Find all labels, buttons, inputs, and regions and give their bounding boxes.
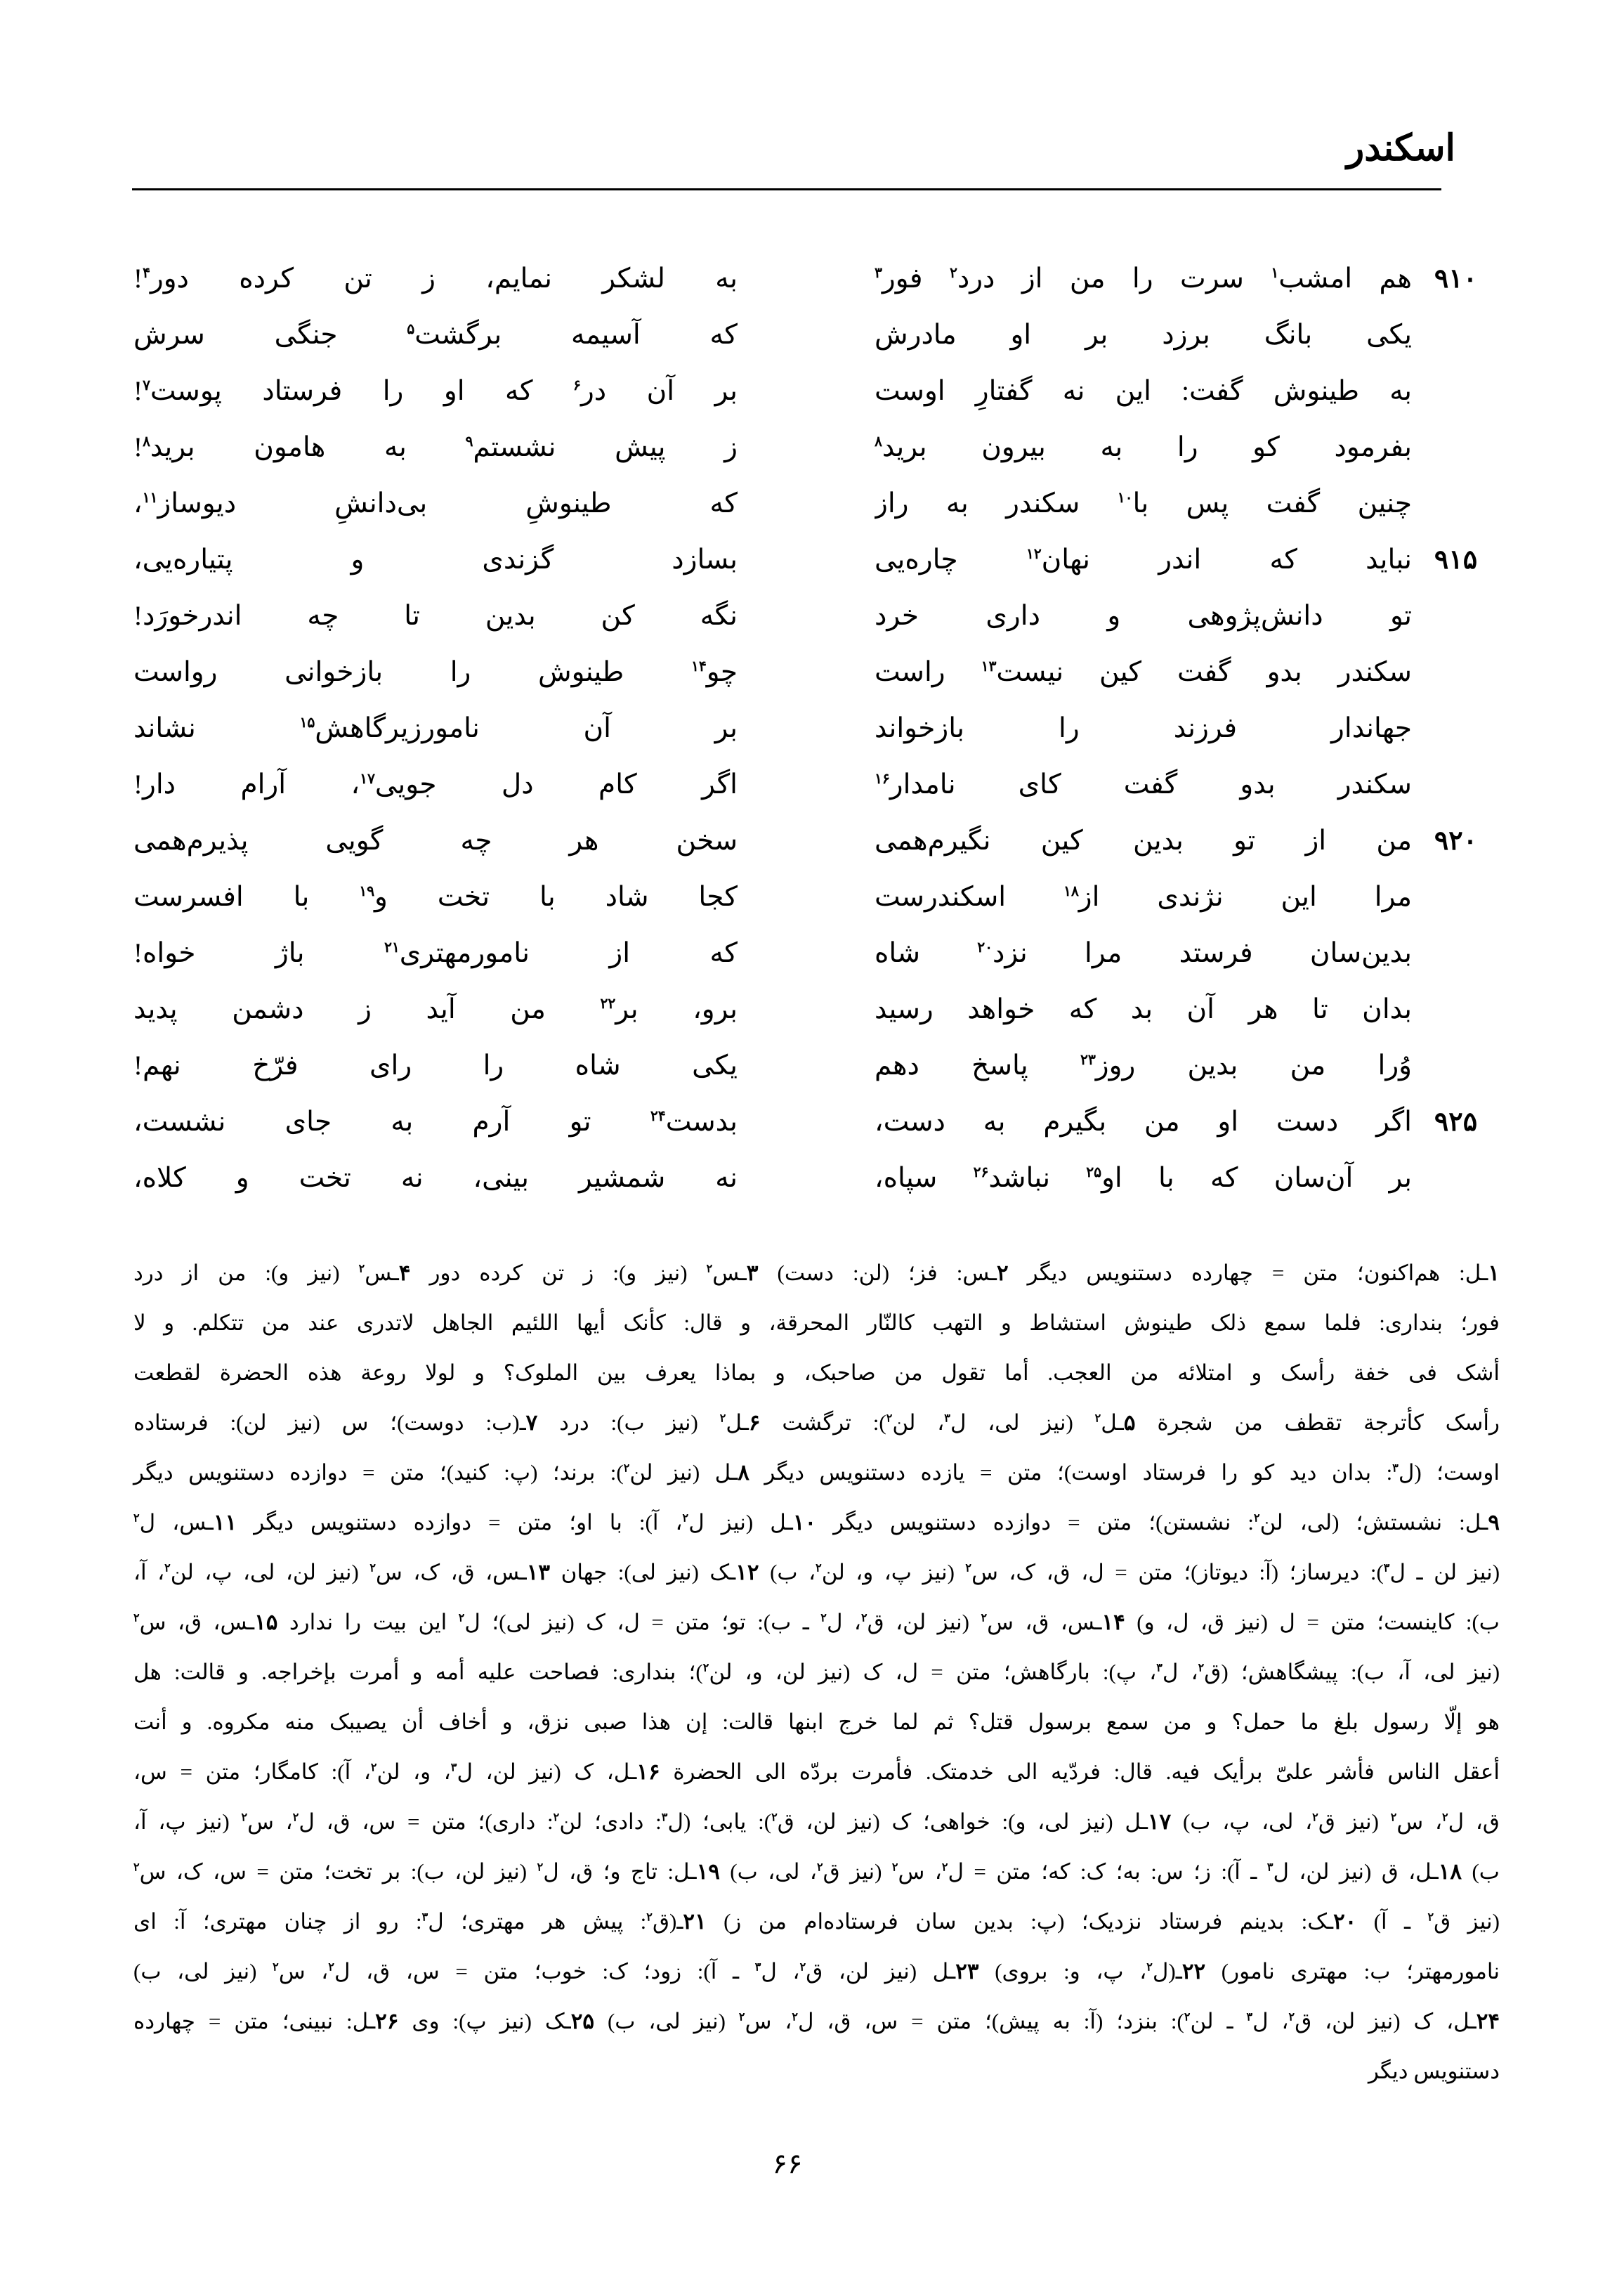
footnote-line: ب) ۱۸ـل، ق (نیز لن، ل$^۳$ ـ آ): ز؛ س: به؛ ک: که؛ متن = ل$^۲$، س$^۲$ (نیز ق$^۲$، لی، ب) ۱۹ـل: تاج و؛ ق، ل$^۲$ (نیز لن، ب): بر تخت؛ متن = س، ک، س$^۲$	[133, 1859, 1500, 1884]
column-gap	[738, 363, 875, 419]
verse-number	[1412, 982, 1500, 1038]
hemistich-first: سکندر بدو گفت کای نامدار$^{۱۶}$	[875, 769, 1412, 800]
column-gap	[738, 307, 875, 363]
hemistich-second: کجا شاد با تخت و$^{۱۹}$ با افسرست	[133, 882, 738, 912]
hemistich-first: وُرا من بدین روز$^{۲۳}$ پاسخ دهم	[875, 1050, 1412, 1081]
verse-number	[1412, 925, 1500, 982]
hemistich-second: بر آن در$^۶$ که او را فرستاد پوست$^۷$!	[133, 376, 738, 406]
verse-number	[1412, 1150, 1500, 1206]
column-gap	[738, 588, 875, 644]
verse-row	[133, 1150, 1500, 1206]
column-gap	[738, 982, 875, 1038]
hemistich-first: بدان تا هر آن بد که خواهد رسید	[875, 994, 1412, 1024]
verse-number	[1412, 869, 1500, 925]
column-gap	[738, 419, 875, 476]
column-gap	[738, 644, 875, 701]
page-title: اسکندر	[1347, 129, 1455, 169]
hemistich-first: هم امشب$^۱$ سرت را من از درد$^۲$ فور$^۳$	[875, 263, 1412, 294]
page-number: ۶۶	[772, 2148, 803, 2180]
hemistich-second: سخن هر چه گویی پذیرم‌همی	[133, 826, 738, 856]
hemistich-second: چو$^{۱۴}$ طینوش را بازخوانی رواست	[133, 657, 738, 687]
verse-number	[1412, 701, 1500, 757]
hemistich-second: اگر کام دل جویی$^{۱۷}$، آرام دار!	[133, 769, 738, 800]
column-gap	[738, 1094, 875, 1150]
verse-row	[133, 419, 1500, 476]
verse-row	[133, 588, 1500, 644]
column-gap	[738, 1038, 875, 1094]
footnote-line: (نیز ق$^۲$ ـ آ) ۲۰ـک: بدینم فرستاد نزدیک؛ (پ: بدین سان فرستاده‌ام من ز) ۲۱ـ(ق$^۲$: پیش هر مهتری؛ ل$^۳$: رو از چنان مهتری؛ آ: ای	[133, 1909, 1500, 1934]
hemistich-second: به لشکر نمایم، ز تن کرده دور$^۴$!	[133, 263, 738, 294]
hemistich-second: بر آن نامورزیرگاهش$^{۱۵}$ نشاند	[133, 713, 738, 743]
column-gap	[738, 1150, 875, 1206]
hemistich-first: مرا این نژندی از$^{۱۸}$ اسکندرست	[875, 882, 1412, 912]
hemistich-second: که از نامورمهتری$^{۲۱}$ باژ خواه!	[133, 938, 738, 968]
hemistich-first: سکندر بدو گفت کین نیست$^{۱۳}$ راست	[875, 657, 1412, 687]
verse-number	[1412, 476, 1500, 532]
footnote-line: أشک فی خفة رأسک و امتلائه من العجب. أما تقول من صاحبک، و بماذا یعرف بین الملوک؟ و لولا روعة هذه الحضرة لقطعت	[133, 1360, 1500, 1385]
verse-number	[1412, 644, 1500, 701]
verse-number	[1412, 363, 1500, 419]
hemistich-second: بسازد گزندی و پتیاره‌یی،	[133, 545, 738, 575]
hemistich-first: بر آن‌سان که با او$^{۲۵}$ نباشد$^{۲۶}$ سپاه،	[875, 1163, 1412, 1193]
verse-row	[133, 869, 1500, 925]
verse-row	[133, 476, 1500, 532]
verse-number	[1412, 307, 1500, 363]
hemistich-second: بدست$^{۲۴}$ تو آرم به جای نشست،	[133, 1107, 738, 1137]
poem-block	[133, 251, 1500, 1206]
footnote-line: ۱ـل: هم‌اکنون؛ متن = چهارده دستنویس دیگر ۲ـس: فز؛ (لن: دست) ۳ـس$^۲$ (نیز و): ز تن کرده دور ۴ـس$^۲$ (نیز و): من از درد	[133, 1261, 1500, 1285]
verse-row	[133, 532, 1500, 588]
verse-number	[1412, 757, 1500, 813]
column-gap	[738, 701, 875, 757]
verse-number	[1412, 1038, 1500, 1094]
verse-number	[1412, 419, 1500, 476]
verse-row	[133, 1094, 1500, 1150]
hemistich-first: به طینوش گفت: این نه گفتارِ اوست	[875, 376, 1412, 406]
verse-row	[133, 644, 1500, 701]
footnote-line: ۹ـل: نشستش؛ (لی، لن$^۲$: نشستن)؛ متن = دوازده دستنویس دیگر ۱۰ـل (نیز ل$^۲$، آ): با او؛ متن = دوازده دستنویس دیگر ۱۱ـس، ل$^۲$	[133, 1510, 1500, 1535]
hemistich-first: یکی بانگ برزد بر او مادرش	[875, 320, 1412, 350]
footnote-line: ق، ل$^۲$، س$^۲$ (نیز ق$^۲$، لی، پ، ب) ۱۷ـل (نیز لی، و): خواهی؛ ک (نیز لن، ق$^۲$): یابی؛ (ل$^۳$: دادی؛ لن$^۲$: داری)؛ متن = س، ق، ل$^۲$، س$^۲$ (نیز پ، آ،	[133, 1809, 1500, 1834]
header-rule	[132, 188, 1441, 190]
footnote-line: دستنویس دیگر	[1368, 2059, 1500, 2083]
hemistich-first: بدین‌سان فرستد مرا نزد$^{۲۰}$ شاه	[875, 938, 1412, 968]
verse-number: ۹۲۰	[1434, 826, 1478, 856]
hemistich-second: نه شمشیر بینی، نه تخت و کلاه،	[133, 1163, 738, 1193]
column-gap	[738, 757, 875, 813]
verse-row	[133, 1038, 1500, 1094]
footnote-line: رأسک کأترجة تقطف من شجرة ۵ـل$^۲$ (نیز لی، ل$^۳$، لن$^۲$): ترگشت ۶ـل$^۲$ (نیز ب): درد ۷ـ(ب: دوست)؛ س (نیز لن): فرستاده	[133, 1410, 1500, 1435]
hemistich-first: تو دانش‌پژوهی و داری خرد	[875, 601, 1412, 631]
footnote-line: نامورمهتر؛ ب: مهتری نامور) ۲۲ـ(ل$^۲$، پ، و: بروی) ۲۳ـل (نیز لن، ق$^۲$، ل$^۳$ ـ آ): زود؛ ک: خوب؛ متن = س، ق، ل$^۲$، س$^۲$ (نیز لی، ب)	[133, 1959, 1500, 1984]
column-gap	[738, 251, 875, 307]
column-gap	[738, 532, 875, 588]
footnote-line: هو إلّا رسول بلغ ما حمل؟ و من سمع برسول قتل؟ ثم لما خرج ابنها قالت: إن هذا صبی نزق، و أخاف أن یصیبک منه مکروه. و أنت	[133, 1710, 1500, 1734]
hemistich-second: که طینوشِ بی‌دانشِ دیوساز$^{۱۱}$،	[133, 488, 738, 519]
column-gap	[738, 813, 875, 869]
verse-row	[133, 363, 1500, 419]
verse-number	[1412, 588, 1500, 644]
hemistich-first: نباید که اندر نهان$^{۱۲}$ چاره‌یی	[875, 545, 1412, 575]
hemistich-second: یکی شاه را رای فرّخ نهم!	[133, 1050, 738, 1081]
verse-row	[133, 925, 1500, 982]
footnote-line: (نیز لن ـ ل$^۳$): دیرساز؛ (آ: دیوتاز)؛ متن = ل، ق، ک، س$^۲$ (نیز پ، و، لن$^۲$، ب) ۱۲ـک (نیز لی): جهان ۱۳ـس، ق، ک، س$^۲$ (نیز لن، لی، پ، لن$^۲$، آ،	[133, 1560, 1500, 1584]
hemistich-first: چنین گفت پس با$^{۱۰}$ سکندر به راز	[875, 488, 1412, 519]
hemistich-second: برو، بر$^{۲۲}$ من آید ز دشمن پدید	[133, 994, 738, 1024]
column-gap	[738, 869, 875, 925]
hemistich-first: من از تو بدین کین نگیرم‌همی	[875, 826, 1412, 856]
column-gap	[738, 476, 875, 532]
verse-number: ۹۱۰	[1434, 264, 1478, 294]
verse-number: ۹۱۵	[1434, 545, 1478, 575]
hemistich-first: جهاندار فرزند را بازخواند	[875, 713, 1412, 743]
verse-row	[133, 307, 1500, 363]
footnote-line: فور؛ بنداری: فلما سمع ذلک طینوش استشاط و التهب کالنّار المحرقة، و قال: کأنک أیها اللئیم الجاهل لاتدری عند من تتکلم. و لا	[133, 1310, 1500, 1335]
verse-number: ۹۲۵	[1434, 1107, 1478, 1137]
verse-row	[133, 757, 1500, 813]
footnotes-block	[133, 1248, 1500, 2096]
footnote-line: (نیز لی، آ، ب): پیشگاهش؛ (ق$^۲$، ل$^۳$، پ): بارگاهش؛ متن = ل، ک (نیز لن، و، لن$^۲$)؛ بنداری: فصاحت علیه أمه و أمرت بإخراجه. و قالت: هل	[133, 1660, 1500, 1684]
hemistich-second: که آسیمه برگشت$^۵$ جنگی سرش	[133, 320, 738, 350]
verse-row	[133, 982, 1500, 1038]
hemistich-second: ز پیش نشستم$^۹$ به هامون برید$^۸$!	[133, 432, 738, 462]
footnote-line: اوست؛ (ل$^۳$: بدان دید کو را فرستاد اوست)؛ متن = یازده دستنویس دیگر ۸ـل (نیز لن$^۲$): برند؛ (پ: کنید)؛ متن = دوازده دستنویس دیگر	[133, 1460, 1500, 1485]
hemistich-first: بفرمود کو را به بیرون برید$^۸$	[875, 432, 1412, 462]
footnote-line: ۲۴ـل، ک (نیز لن، ق$^۲$، ل$^۳$ ـ لن$^۲$): بنزد؛ (آ: به پیش)؛ متن = س، ق، ل$^۲$، س$^۲$ (نیز لی، ب) ۲۵ـک (نیز پ): وی ۲۶ـل: نبینی؛ متن = چهارده	[133, 2009, 1500, 2033]
hemistich-second: نگه کن بدین تا چه اندرخورَد!	[133, 601, 738, 631]
footnote-line: ب): کاینست؛ متن = ل (نیز ق، ل، و) ۱۴ـس، ق، س$^۲$ (نیز لن، ق$^۲$، ل$^۲$ ـ ب): تو؛ متن = ل، ک (نیز لی)؛ ل$^۲$ این بیت را ندارد ۱۵ـس، ق، س$^۲$	[133, 1610, 1500, 1634]
verse-row	[133, 251, 1500, 307]
hemistich-first: اگر دست او من بگیرم به دست،	[875, 1107, 1412, 1137]
footnote-line: أعقل الناس فأشر علیّ برأیک فیه. قال: فردّیه الی خدمتک. فأمرت بردّه الی الحضرة ۱۶ـل، ک (نیز لن، ل$^۳$، و، لن$^۲$، آ): کامگار؛ متن = س،	[133, 1759, 1500, 1784]
verse-row	[133, 701, 1500, 757]
column-gap	[738, 925, 875, 982]
verse-row	[133, 813, 1500, 869]
